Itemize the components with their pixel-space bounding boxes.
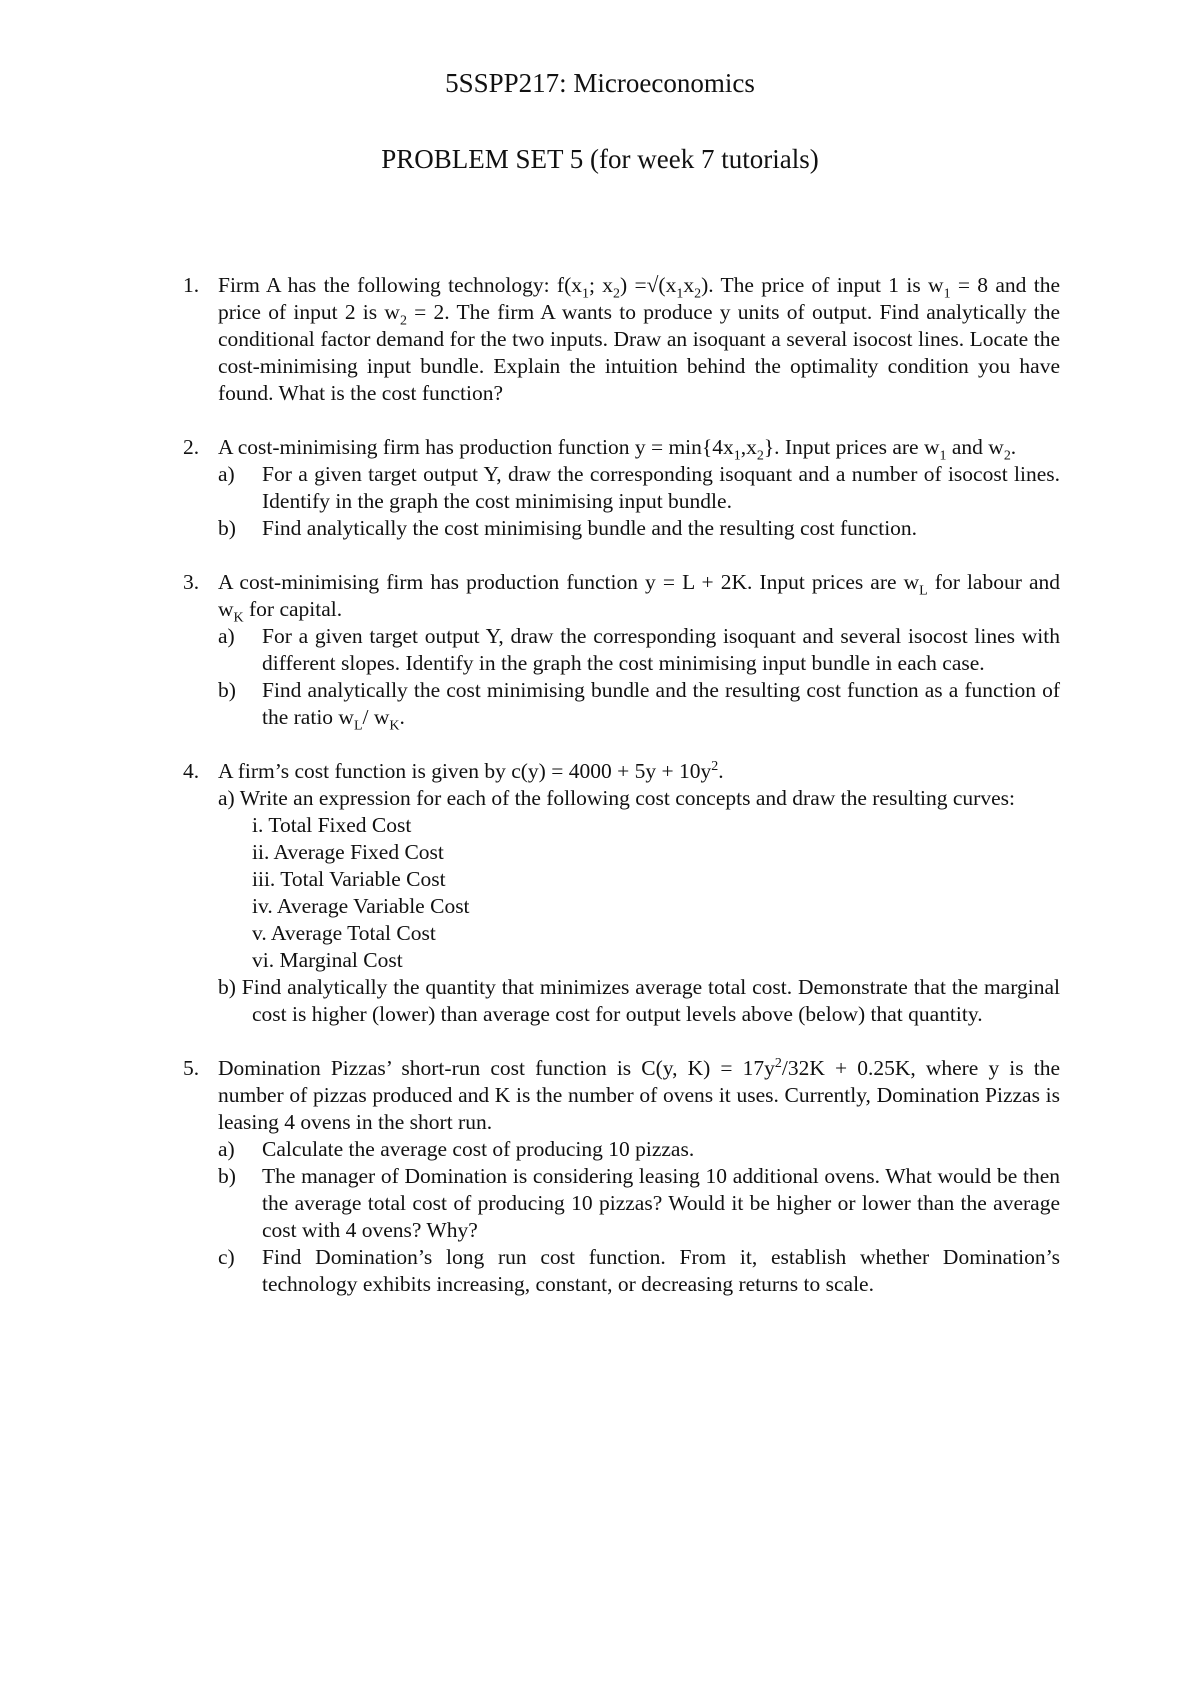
question-number: 4. (183, 759, 200, 783)
question-number: 2. (183, 435, 200, 459)
cost-concepts-list (252, 812, 1060, 974)
question-4 (183, 758, 1060, 1028)
course-title: 5SSPP217: Microeconomics (445, 68, 755, 98)
sub-question-a: a) For a given target output Y, draw the corresponding isoquant and several isocost lines with different slopes. Identify in the graph the cost minimising input bundle in each case. (218, 624, 1060, 675)
list-item: vi. Marginal Cost (252, 948, 403, 972)
list-item: ii. Average Fixed Cost (252, 840, 444, 864)
list-item: iii. Total Variable Cost (252, 867, 446, 891)
question-1 (183, 272, 1061, 407)
list-item: v. Average Total Cost (252, 921, 436, 945)
sub-question-a: a) Calculate the average cost of producing 10 pizzas. (218, 1137, 695, 1161)
question-number: 5. (183, 1056, 200, 1080)
question-5 (183, 1055, 1061, 1298)
question-text: A cost-minimising firm has production function $y = \min\{4x_1,x_2\}$. Input prices are $w_1$ and $w_2$. (218, 435, 1017, 464)
sub-question-a: a) Write an expression for each of the following cost concepts and draw the resulting curves: (218, 786, 1015, 810)
problem-list (0, 272, 1200, 1298)
question-2 (183, 434, 1060, 542)
question-number: 3. (183, 570, 200, 594)
list-item: iv. Average Variable Cost (252, 894, 470, 918)
sub-question-b: b) Find analytically the quantity that minimizes average total cost. Demonstrate that the marginal cost is higher (lower) than average cost for output levels above (below) that quantity. (218, 975, 1060, 1026)
list-item: i. Total Fixed Cost (252, 813, 412, 837)
problem-set-title: PROBLEM SET 5 (for week 7 tutorials) (381, 144, 819, 174)
question-text: A firm’s cost function is given by $c(y) = 4000 + 5y + 10y^2$. (218, 758, 724, 783)
sub-question-b: b) Find analytically the cost minimising bundle and the resulting cost function. (218, 516, 918, 540)
sub-question-b: b) Find analytically the cost minimising bundle and the resulting cost function as a function of the ratio $w_L/$ $w_K$. (218, 678, 1060, 734)
question-text: A cost-minimising firm has production function y = L + 2K. Input prices are $w_L$ for labour and $w_K$ for capital. (218, 570, 1060, 626)
question-text: Firm A has the following technology: $f(x_1$; $x_2) =√(x_1x_2)$. The price of input 1 is $w_1 = 8$ and the price of input 2 is $w_2 = 2$. The firm A wants to produce y units of output. Find analytically the conditional factor demand for the two inputs. Draw an isoquant a several isocost lines. Locate the cost-minimising input bundle. Explain the intuition behind the optimality condition you have found. What is the cost function? (218, 273, 1061, 405)
sub-question-b: b) The manager of Domination is considering leasing 10 additional ovens. What would be then the average total cost of producing 10 pizzas? Would it be higher or lower than the average cost with 4 ovens? Why? (218, 1164, 1060, 1242)
sub-question-c: c) Find Domination’s long run cost function. From it, establish whether Domination’s technology exhibits increasing, constant, or decreasing returns to scale. (218, 1245, 1060, 1296)
question-text: Domination Pizzas’ short-run cost function is C(y, $K) = 17y^2/32K + 0.25K$, where y is the number of pizzas produced and K is the number of ovens it uses. Currently, Domination Pizzas is leasing 4 ovens in the short run. (218, 1055, 1061, 1134)
question-3 (183, 569, 1060, 734)
sub-question-a: a) For a given target output Y, draw the corresponding isoquant and a number of isocost lines. Identify in the graph the cost minimising input bundle. (218, 462, 1060, 513)
question-number: 1. (183, 273, 200, 297)
